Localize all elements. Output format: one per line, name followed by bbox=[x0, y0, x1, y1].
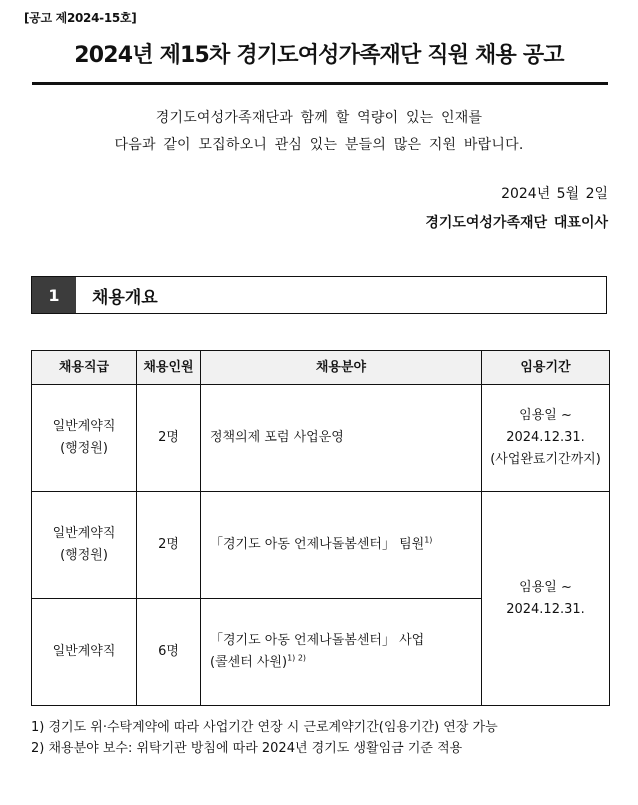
field-cell: 정책의제 포럼 사업운영 bbox=[201, 385, 482, 492]
period-cell: 임용일 ~ 2024.12.31. (사업완료기간까지) bbox=[482, 385, 610, 492]
page-title: 2024년 제15차 경기도여성가족재단 직원 채용 공고 bbox=[74, 43, 564, 68]
field-cell: 「경기도 아동 언제나돌봄센터」 사업 (콜센터 사원)$^{1) 2)}$ bbox=[201, 599, 482, 706]
field-cell: 「경기도 아동 언제나돌봄센터」 팀원$^{1)}$ bbox=[201, 492, 482, 599]
title-underline bbox=[32, 82, 608, 85]
count-cell: 2명 bbox=[137, 492, 201, 599]
header-period: 임용기간 bbox=[482, 351, 610, 385]
issuer: 경기도여성가족재단 대표이사 bbox=[425, 215, 608, 231]
footnote-2: 2) 채용분야 보수: 위탁기관 방침에 따라 2024년 경기도 생활임금 기준 적용 bbox=[31, 741, 463, 756]
header-grade: 채용직급 bbox=[32, 351, 137, 385]
recruitment-table bbox=[31, 350, 610, 706]
header-count: 채용인원 bbox=[137, 351, 201, 385]
table-header-row bbox=[32, 351, 610, 385]
section-title: 채용개요 bbox=[92, 287, 158, 308]
section-header bbox=[31, 276, 607, 314]
footnote-1: 1) 경기도 위·수탁계약에 따라 사업기간 연장 시 근로계약기간(임용기간) 연장 가능 bbox=[31, 720, 498, 735]
count-cell: 6명 bbox=[137, 599, 201, 706]
table-row bbox=[32, 385, 610, 492]
period-cell: 임용일 ~ 2024.12.31. bbox=[482, 492, 610, 706]
section-number: 1 bbox=[32, 277, 76, 313]
count-cell: 2명 bbox=[137, 385, 201, 492]
header-field: 채용분야 bbox=[201, 351, 482, 385]
footnotes bbox=[31, 717, 498, 759]
intro-paragraph bbox=[0, 105, 638, 159]
intro-line-2: 다음과 같이 모집하오니 관심 있는 분들의 많은 지원 바랍니다. bbox=[114, 137, 524, 153]
intro-line-1: 경기도여성가족재단과 함께 할 역량이 있는 인재를 bbox=[155, 110, 483, 126]
footnote-ref: 1) 2) bbox=[287, 653, 307, 663]
announcement-date: 2024년 5월 2일 bbox=[501, 186, 608, 202]
table-row bbox=[32, 492, 610, 599]
grade-cell: 일반계약직 (행정원) bbox=[32, 492, 137, 599]
notice-number: [공고 제2024-15호] bbox=[24, 11, 137, 25]
grade-cell: 일반계약직 (행정원) bbox=[32, 385, 137, 492]
grade-cell: 일반계약직 bbox=[32, 599, 137, 706]
footnote-ref: 1) bbox=[424, 535, 433, 545]
